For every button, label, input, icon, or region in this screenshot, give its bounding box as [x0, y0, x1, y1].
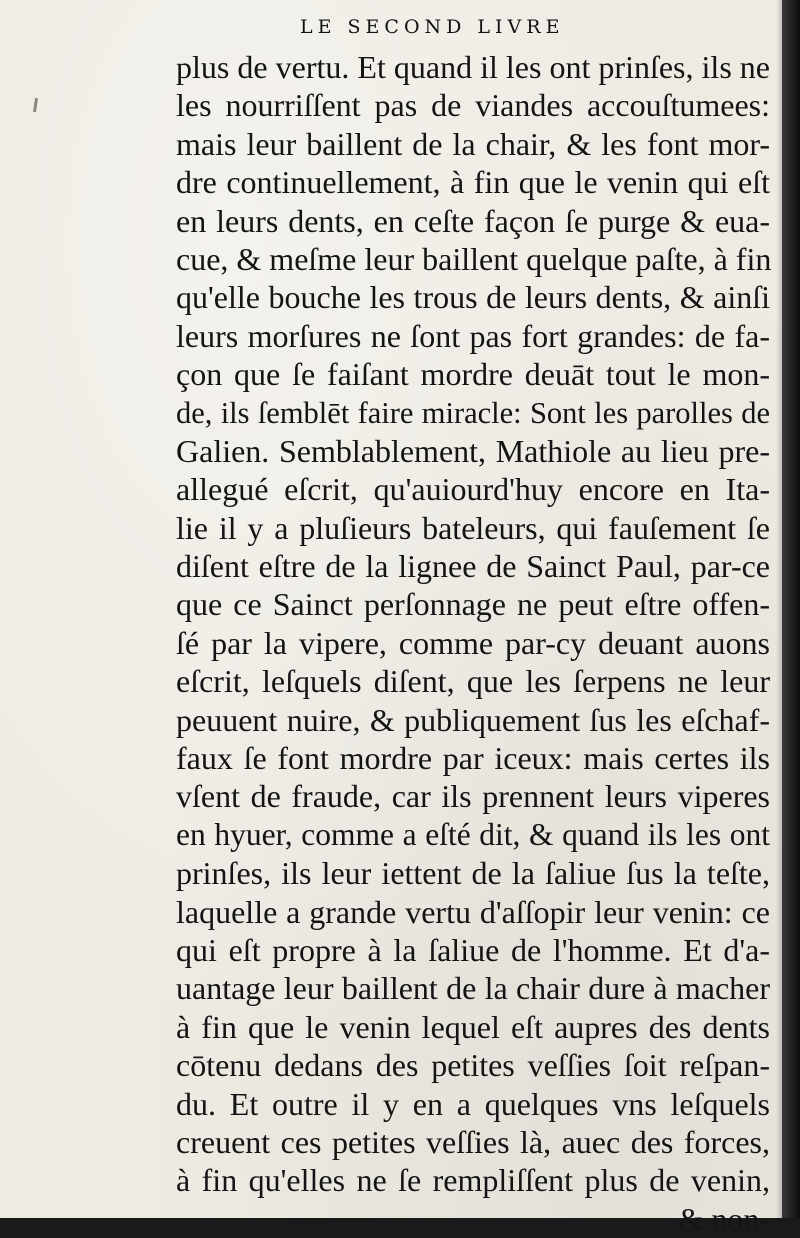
text-line: qu'elle bouche les trous de leurs dents, & ainſi	[176, 279, 770, 316]
text-line: diſent eſtre de la lignee de Sainct Paul, par-ce	[176, 548, 770, 585]
text-line: faux ſe font mordre par iceux: mais certes ils	[176, 740, 770, 777]
text-line: prinſes, ils leur iettent de la ſaliue ſus la teſte,	[176, 855, 770, 892]
text-line: en leurs dents, en ceſte façon ſe purge & eua-	[176, 202, 770, 239]
text-line: du. Et outre il y en a quelques vns leſquels	[176, 1085, 770, 1122]
text-line: que ce Sainct perſonnage ne peut eſtre offen-	[176, 586, 770, 623]
text-line: Galien. Semblablement, Mathiole au lieu pre-	[176, 432, 770, 469]
text-line: vſent de fraude, car ils prennent leurs viperes	[176, 778, 770, 815]
text-line: laquelle a grande vertu d'aſſopir leur venin: ce	[176, 893, 770, 930]
running-head: LE SECOND LIVRE	[300, 16, 565, 38]
text-line: les nourriſſent pas de viandes accouſtumees:	[176, 87, 770, 124]
text-line: à fin qu'elles ne ſe rempliſſent plus de venin,	[176, 1162, 770, 1199]
text-line: creuent ces petites veſſies là, auec des forces,	[176, 1123, 770, 1160]
text-line: ſé par la vipere, comme par-cy deuant auons	[176, 624, 770, 661]
text-line: uantage leur baillent de la chair dure à macher	[176, 970, 770, 1007]
text-line: allegué eſcrit, qu'auiourd'huy encore en Ita-	[176, 471, 770, 508]
text-line: lie il y a pluſieurs bateleurs, qui fauſement ſe	[176, 509, 770, 546]
text-line: çon que ſe faiſant mordre deuāt tout le mon-	[176, 356, 770, 393]
text-line: peuuent nuire, & publiquement ſus les eſchaf-	[176, 701, 770, 738]
margin-mark	[33, 98, 38, 112]
text-line: leurs morſures ne ſont pas fort grandes: de fa-	[176, 317, 770, 354]
book-gutter	[782, 0, 800, 1218]
text-line: cōtenu dedans des petites veſſies ſoit reſpan-	[176, 1047, 770, 1084]
text-line: à fin que le venin lequel eſt aupres des dents	[176, 1008, 770, 1045]
text-line: plus de vertu. Et quand il les ont prinſes, ils ne	[176, 49, 770, 85]
text-line: de, ils ſemblēt faire miracle: Sont les parolles de	[176, 395, 770, 430]
text-line: en hyuer, comme a eſté dit, & quand ils les ont	[176, 816, 770, 852]
body-text	[176, 48, 770, 1238]
text-line: cue, & meſme leur baillent quelque paſte, à fin	[176, 240, 772, 277]
text-line: eſcrit, leſquels diſent, que les ſerpens ne leur	[176, 663, 770, 700]
catchword: & non-	[678, 1200, 770, 1237]
text-line: qui eſt propre à la ſaliue de l'homme. Et d'a-	[176, 931, 770, 968]
text-line: mais leur baillent de la chair, & les font mor-	[176, 125, 770, 162]
text-line: dre continuellement, à fin que le venin qui eſt	[176, 164, 770, 201]
